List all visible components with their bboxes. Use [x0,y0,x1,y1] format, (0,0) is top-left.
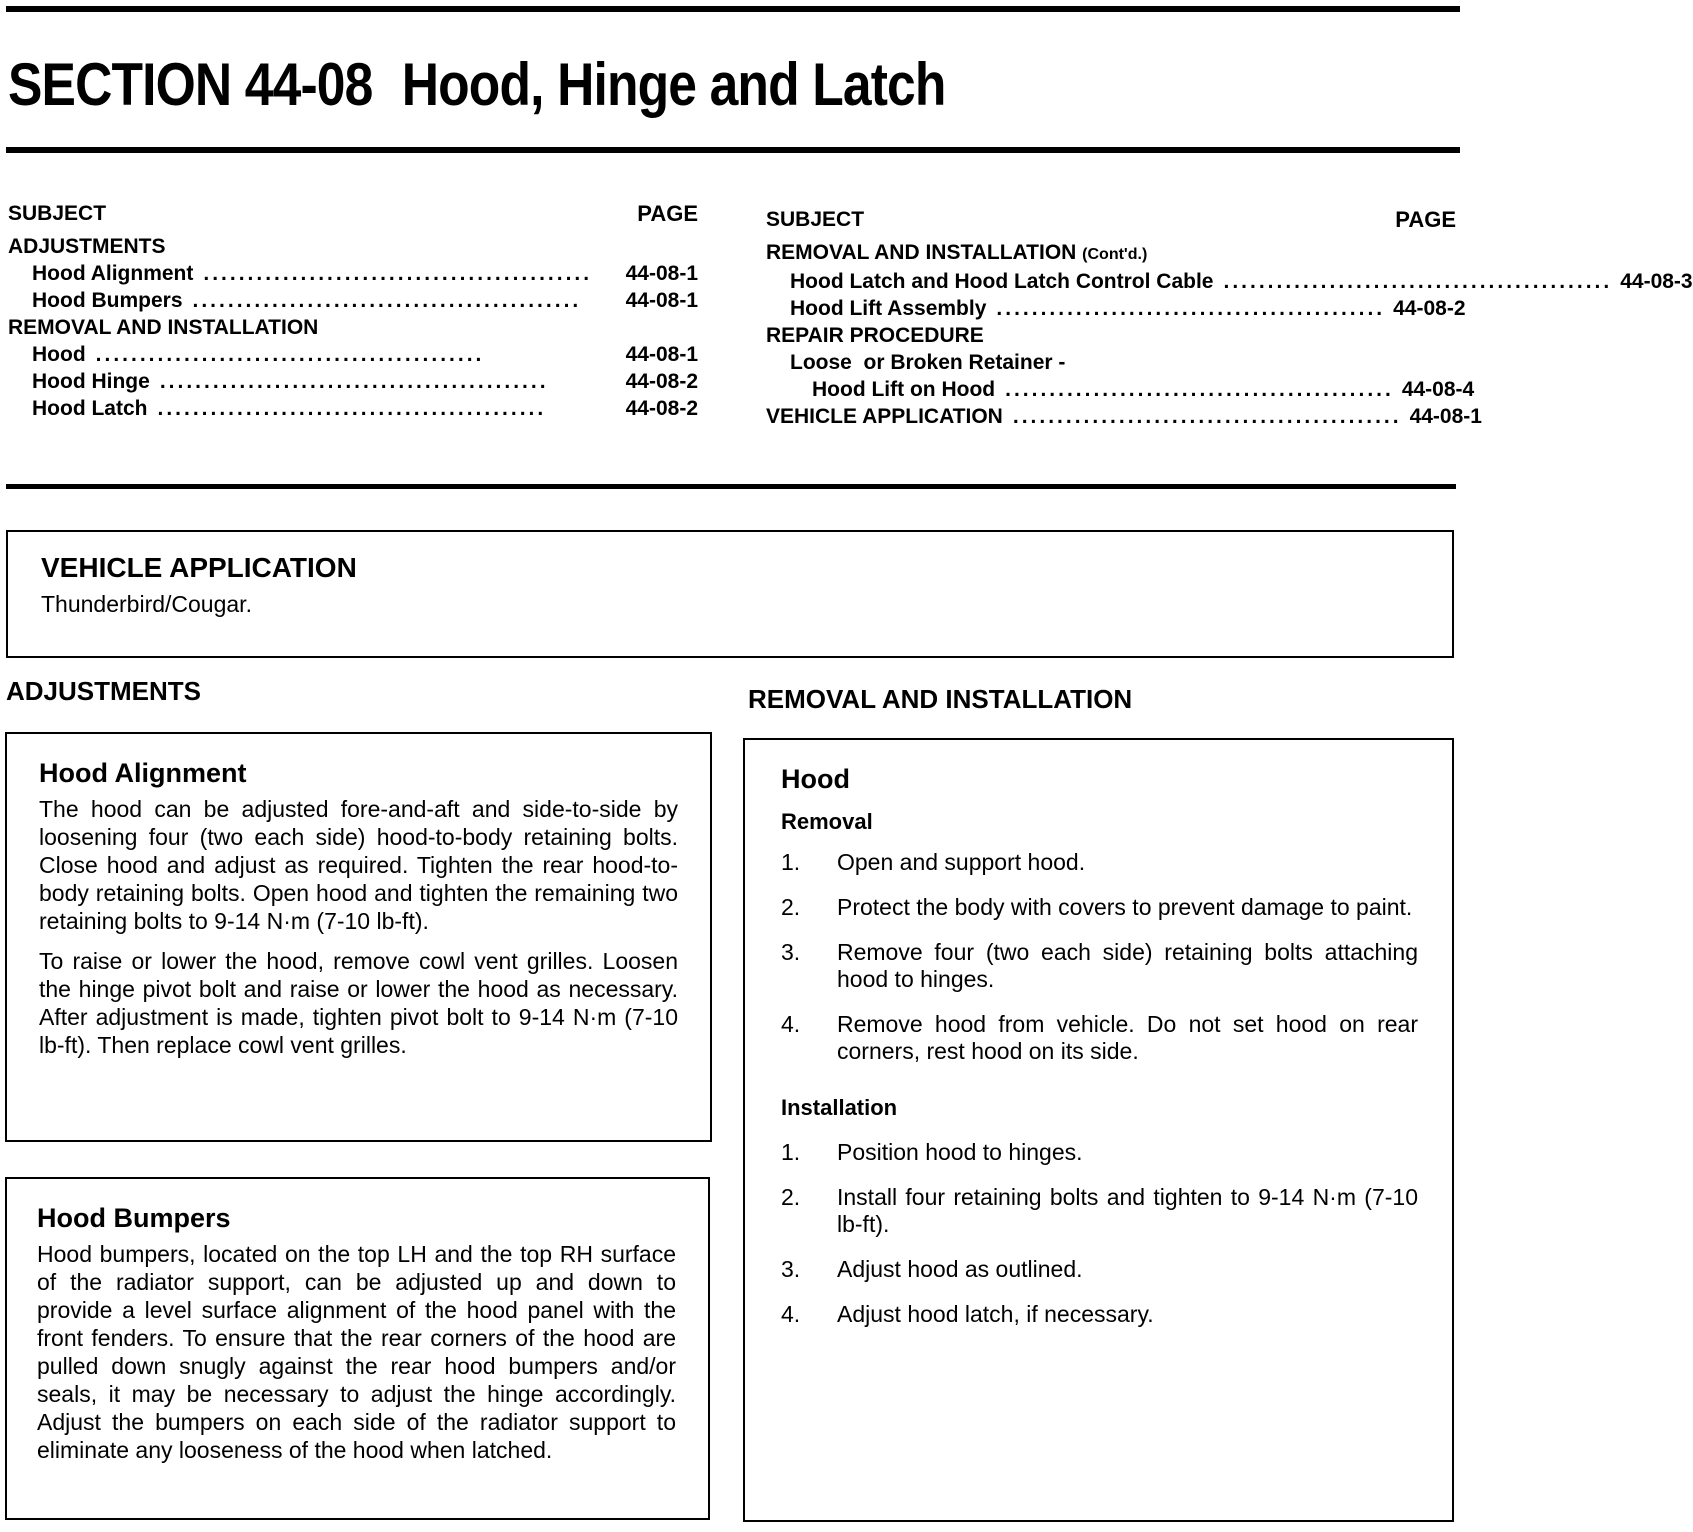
vehicle-application-title: VEHICLE APPLICATION [41,552,357,583]
installation-subheading: Installation [781,1095,898,1120]
toc-left [8,200,698,422]
toc-entry[interactable]: Hood Latch and Hood Latch Control Cable ............................................ 44-08-3 [790,270,1693,293]
page-title [8,50,946,119]
list-item: 2. Protect the body with covers to prevent damage to paint. [781,894,1413,920]
toc-rule [6,484,1456,489]
hood-title: Hood [781,764,850,794]
removal-subheading: Removal [781,809,873,834]
hood-alignment-title: Hood Alignment [39,758,247,788]
toc-entry[interactable]: Hood Latch ............................................ 44-08-2 [32,397,698,420]
adjustments-heading: ADJUSTMENTS [6,676,202,706]
hood-alignment-p1: The hood can be adjusted fore-and-aft and side-to-side by loosening four (two each side) hood-to-body retaining bolts. Close hood and adjust as required. Tighten the rear hood-to-body retaining bolts. Open hood and tighten the remaining two retaining bolts to 9-14 N·m (7-10 lb-ft). [39,796,678,934]
toc-entry[interactable]: Hood Alignment ............................................ 44-08-1 [32,262,698,285]
toc-subject-label: SUBJECT [8,202,107,225]
list-item: 4. Adjust hood latch, if necessary. [781,1301,1154,1327]
toc-right [766,206,1693,430]
toc-entry[interactable]: Hood Bumpers ............................................ 44-08-1 [32,289,698,312]
toc-entry[interactable]: Hood Lift on Hood ............................................ 44-08-4 [812,378,1475,401]
hood-bumpers-title: Hood Bumpers [37,1203,231,1233]
list-item: 1. Position hood to hinges. [781,1139,1083,1165]
list-item: 2. Install four retaining bolts and tighten to 9-14 N·m (7-10 lb-ft). [781,1184,1418,1237]
list-item: 4. Remove hood from vehicle. Do not set hood on rear corners, rest hood on its side. [781,1011,1418,1064]
toc-group-heading: ADJUSTMENTS [8,235,166,258]
removal-heading: REMOVAL AND INSTALLATION [748,684,1133,714]
hood-bumpers-p1: Hood bumpers, located on the top LH and the top RH surface of the radiator support, can be adjusted up and down to provide a level surface alignment of the hood panel with the front fenders. To ensure that the rear corners of the hood are pulled down snugly against the rear hood bumpers and/or seals, it may be necessary to adjust the hinge accordingly. Adjust the bumpers on each side of the radiator support to eliminate any looseness of the hood when latched. [37,1241,676,1463]
installation-steps [781,1139,1418,1328]
toc-entry[interactable]: Hood ............................................ 44-08-1 [32,343,698,366]
list-item: 3. Remove four (two each side) retaining bolts attaching hood to hinges. [781,939,1418,992]
list-item: 1. Open and support hood. [781,849,1086,875]
section-number: SECTION 44-08 [8,51,373,118]
toc-group-heading: REPAIR PROCEDURE [766,324,984,347]
toc-page-label: PAGE [637,201,698,226]
toc-entry[interactable]: Hood Lift Assembly ............................................ 44-08-2 [790,297,1466,320]
section-name: Hood, Hinge and Latch [401,51,946,118]
hood-removal-box [743,738,1454,1522]
toc-page-label: PAGE [1395,207,1456,232]
toc-entry-text: Loose or Broken Retainer - [790,351,1066,374]
toc-header [8,200,698,227]
top-rule [6,6,1460,12]
toc-group-heading: REMOVAL AND INSTALLATION (Cont'd.) [766,241,1148,264]
list-item: 3. Adjust hood as outlined. [781,1256,1083,1282]
hood-bumpers-box [5,1177,710,1520]
removal-steps [781,849,1418,1065]
title-rule [6,147,1460,153]
toc-entry[interactable]: VEHICLE APPLICATION ............................................ 44-08-1 [766,405,1482,428]
toc-subject-label: SUBJECT [766,208,865,231]
hood-alignment-p2: To raise or lower the hood, remove cowl vent grilles. Loosen the hinge pivot bolt and raise or lower the hood as necessary. After adjustment is made, tighten pivot bolt to 9-14 N·m (7-10 lb-ft). Then replace cowl vent grilles. [39,948,678,1058]
toc-header [766,206,1456,233]
vehicle-application-text: Thunderbird/Cougar. [41,591,252,617]
toc-entry[interactable]: Hood Hinge ............................................ 44-08-2 [32,370,698,393]
vehicle-application-box [6,530,1454,658]
toc-group-heading: REMOVAL AND INSTALLATION [8,316,319,339]
hood-alignment-box [5,732,712,1142]
